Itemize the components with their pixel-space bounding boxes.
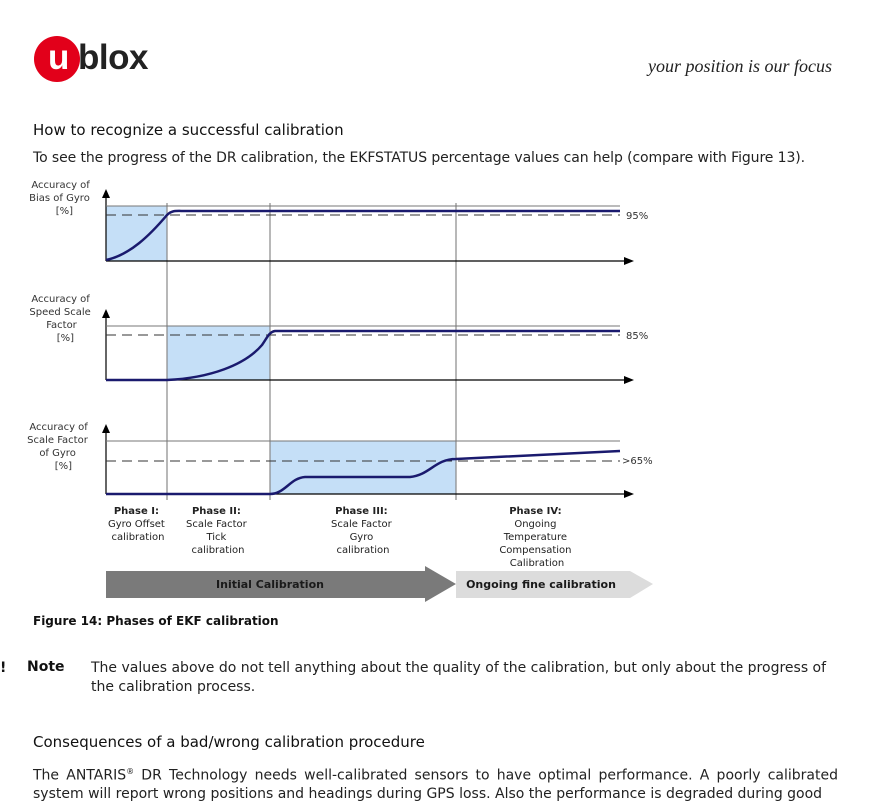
note-exclamation-icon: ! (0, 660, 7, 676)
phase4-label: Phase IV: Ongoing Temperature Compensation Calibration (499, 506, 572, 569)
consequences-paragraph: The ANTARIS® DR Technology needs well-calibrated sensors to have optimal performance. A poorly calibrated system will report wrong positions and headings during GPS loss. Also the performance is degraded during good (33, 767, 838, 802)
plot-gyro-bias (102, 189, 634, 265)
logo-u: u (48, 38, 70, 77)
ekf-calibration-figure (0, 170, 890, 610)
plot1-ylabel: Accuracy of Bias of Gyro [%] (29, 180, 90, 217)
threshold-85: 85% (626, 331, 649, 342)
threshold-95: 95% (626, 211, 649, 222)
plot3-ylabel: Accuracy of Scale Factor of Gyro [%] (27, 422, 88, 472)
figure-caption: Figure 14: Phases of EKF calibration (33, 614, 279, 628)
threshold-65: >65% (622, 456, 653, 467)
intro-paragraph: To see the progress of the DR calibration, the EKFSTATUS percentage values can help (compare with Figure 13). (33, 150, 805, 166)
note-text: The values above do not tell anything about the quality of the calibration, but only about the progress of the calibration process. (91, 660, 827, 695)
ublox-logo (34, 36, 164, 84)
logo-wordmark: blox (78, 38, 148, 77)
section-heading-success: How to recognize a successful calibration (33, 121, 344, 139)
ongoing-calibration-label: Ongoing fine calibration (466, 578, 616, 591)
phase1-label: Phase I: Gyro Offset calibration (107, 506, 165, 543)
phase1-shade (106, 206, 167, 261)
plot2-ylabel: Accuracy of Speed Scale Factor [%] (29, 294, 91, 344)
phase3-label: Phase III: Scale Factor Gyro calibration (331, 506, 392, 556)
section-heading-consequences: Consequences of a bad/wrong calibration procedure (33, 733, 425, 751)
phase3-shade (270, 441, 456, 494)
note-label: Note (27, 659, 65, 675)
initial-calibration-label: Initial Calibration (216, 578, 324, 591)
phase2-label: Phase II: Scale Factor Tick calibration (186, 506, 247, 556)
tagline: your position is our focus (647, 56, 832, 76)
